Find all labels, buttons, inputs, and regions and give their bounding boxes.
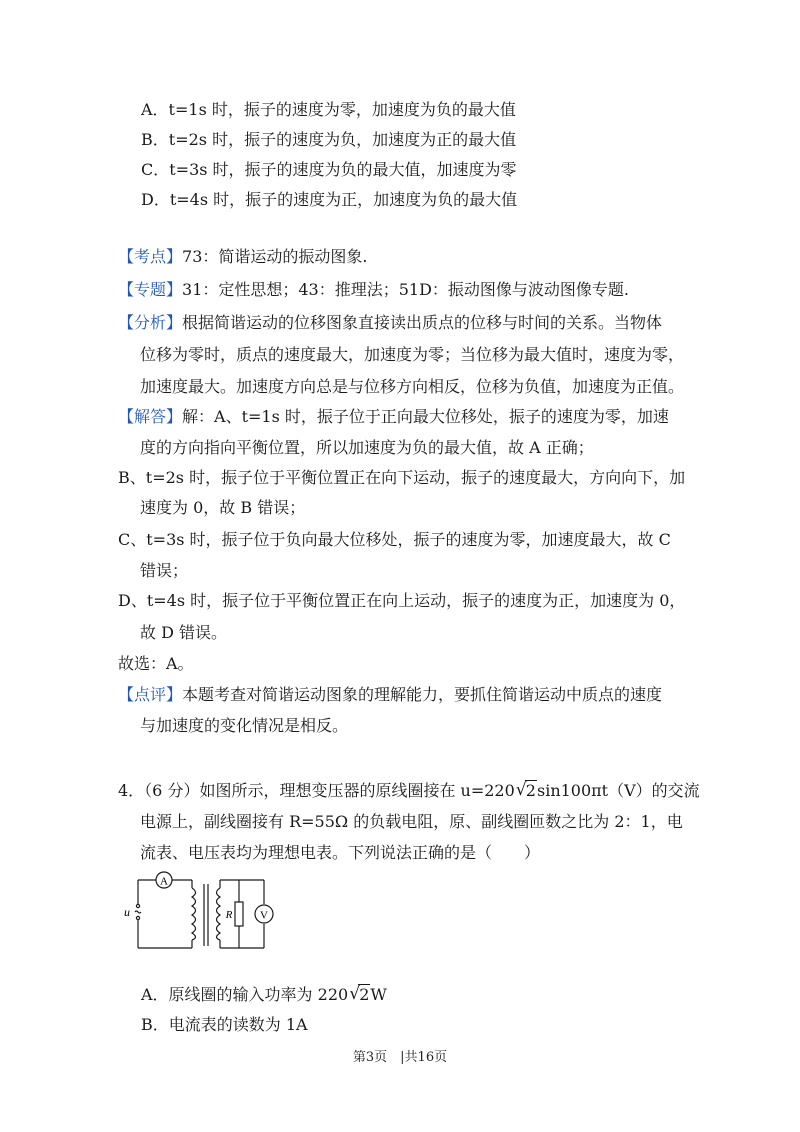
- voltmeter-label: V: [260, 909, 268, 922]
- dianping-line-1: [118, 685, 662, 705]
- fenxi-line-3: 加速度最大。加速度方向总是与位移方向相反，位移为负值，加速度为正值。: [140, 377, 685, 396]
- option-a-before: A．原线圈的输入功率为 220: [141, 985, 349, 1004]
- q4-line-1: [118, 781, 700, 801]
- option-d-prev: D．t=4s 时，振子的速度为正，加速度为负的最大值: [141, 190, 518, 209]
- option-b-q4: B．电流表的读数为 1A: [141, 1015, 308, 1034]
- jieda-line-3: B、t=2s 时，振子位于平衡位置正在向下运动，振子的速度最大，方向向下，加: [118, 468, 686, 487]
- jieda-text-1: 解：A、t=1s 时，振子位于正向最大位移处，振子的速度为零，加速: [182, 407, 669, 426]
- resistor-label: R: [225, 909, 233, 921]
- jieda-line-4: 速度为 0，故 B 错误；: [140, 498, 306, 517]
- dianping-text-1: 本题考查对简谐运动图象的理解能力，要抓住简谐运动中质点的速度: [182, 685, 663, 704]
- transformer-circuit-diagram: [118, 866, 278, 956]
- fenxi-line-1: [118, 313, 662, 333]
- option-b-prev: B．t=2s 时，振子的速度为负，加速度为正的最大值: [141, 130, 517, 149]
- ammeter-label: A: [160, 875, 168, 888]
- option-a-prev: A．t=1s 时，振子的速度为零，加速度为负的最大值: [141, 100, 516, 119]
- q4-line-3: 流表、电压表均为理想电表。下列说法正确的是（ ）: [140, 843, 541, 862]
- jieda-line-1: [118, 407, 669, 427]
- page-footer: 第3页 |共16页: [352, 1050, 448, 1065]
- kaodian-line: [118, 247, 367, 267]
- option-a-after: W: [370, 985, 387, 1004]
- jieda-line-9: 故选：A。: [118, 654, 194, 673]
- jieda-line-7: D、t=4s 时，振子位于平衡位置正在向上运动，振子的速度为正，加速度为 0，: [118, 591, 686, 610]
- fenxi-text-1: 根据简谐运动的位移图象直接读出质点的位移与时间的关系。当物体: [182, 313, 663, 332]
- sqrt-radicand: 2: [525, 781, 536, 800]
- kaodian-tag: 【考点】: [118, 247, 183, 266]
- q4-line-2: 电源上，副线圈接有 R=55Ω 的负载电阻，原、副线圈匝数之比为 2：1，电: [140, 812, 683, 831]
- sqrt-symbol-option: √ 2: [349, 984, 370, 1004]
- q4-text-after: sin100πt（V）的交流: [536, 781, 700, 800]
- dianping-line-2: 与加速度的变化情况是相反。: [140, 716, 349, 735]
- kaodian-text: 73：简谐运动的振动图象.: [182, 247, 368, 266]
- sqrt-symbol: √ 2: [515, 780, 536, 800]
- zhuanti-text: 31：定性思想；43：推理法；51D：振动图像与波动图像专题.: [182, 280, 630, 299]
- jieda-line-6: 错误；: [140, 561, 189, 580]
- fenxi-line-2: 位移为零时，质点的速度最大，加速度为零；当位移为最大值时，速度为零，: [140, 345, 685, 364]
- fenxi-tag: 【分析】: [118, 313, 183, 332]
- option-c-prev: C．t=3s 时，振子的速度为负的最大值，加速度为零: [141, 160, 517, 179]
- jieda-tag: 【解答】: [118, 407, 183, 426]
- sqrt-radicand-option: 2: [359, 985, 370, 1004]
- zhuanti-tag: 【专题】: [118, 280, 183, 299]
- q4-text-before: 4．（6 分）如图所示，理想变压器的原线圈接在 u=220: [118, 781, 515, 800]
- jieda-line-8: 故 D 错误。: [140, 623, 228, 642]
- zhuanti-line: [118, 280, 629, 300]
- jieda-line-2: 度的方向指向平衡位置，所以加速度为负的最大值，故 A 正确；: [140, 438, 594, 457]
- jieda-line-5: C、t=3s 时，振子位于负向最大位移处，振子的速度为零，加速度最大，故 C: [118, 530, 671, 549]
- dianping-tag: 【点评】: [118, 685, 183, 704]
- source-label: u: [124, 905, 130, 919]
- option-a-q4: [141, 985, 387, 1005]
